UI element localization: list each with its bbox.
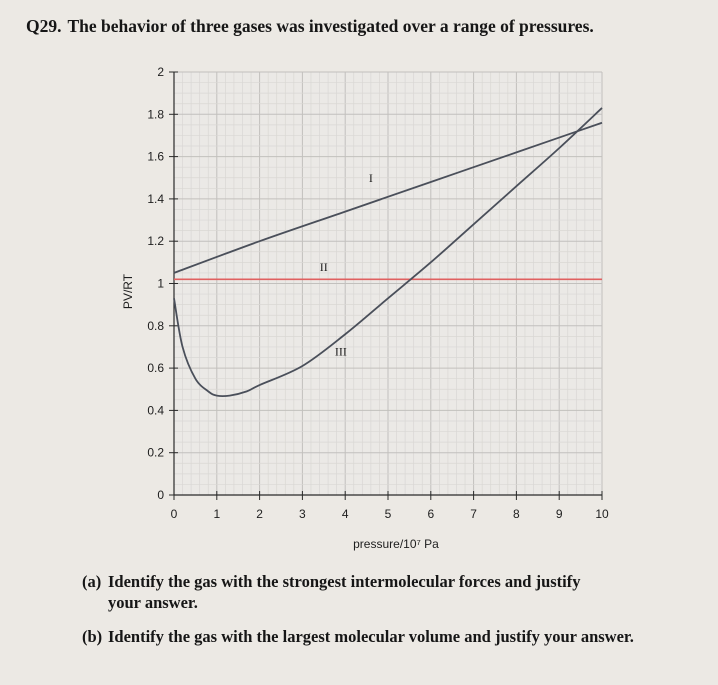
- x-tick-label: 6: [427, 507, 435, 521]
- y-tick-label: 0.2: [147, 445, 164, 460]
- y-tick-label: 1.2: [147, 234, 164, 249]
- x-tick-label: 4: [341, 507, 349, 521]
- y-tick-label: 1.4: [147, 191, 164, 206]
- y-tick-label: 0: [157, 488, 164, 502]
- question-number: Q29.: [26, 16, 62, 36]
- pv-rt-chart: [0, 40, 718, 570]
- y-tick-label: 0.6: [147, 361, 164, 376]
- part-a-line1: Identify the gas with the strongest intermolecular forces and justify: [108, 572, 581, 591]
- grid: [174, 72, 602, 495]
- x-tick-label: 2: [256, 507, 263, 521]
- y-tick-label: 0.4: [147, 403, 164, 418]
- y-tick-label: 1: [157, 276, 164, 291]
- x-tick-label: 5: [384, 507, 392, 521]
- question-text: The behavior of three gases was investigated over a range of pressures.: [67, 16, 594, 36]
- y-tick-label: 0.8: [147, 318, 164, 333]
- part-b-line1: Identify the gas with the largest molecular volume and justify your answer.: [108, 627, 634, 647]
- part-b: [82, 627, 702, 648]
- y-tick-label: 2: [157, 65, 164, 79]
- question-title: [26, 16, 594, 37]
- y-axis-label: PV/RT: [121, 273, 135, 310]
- x-tick-label: 0: [170, 507, 178, 521]
- x-tick-label: 8: [513, 507, 520, 521]
- part-b-label: (b): [82, 627, 103, 647]
- x-tick-label: 3: [299, 507, 306, 521]
- y-tick-label: 1.6: [147, 149, 164, 164]
- x-tick-label: 1: [213, 507, 221, 521]
- question-parts: [82, 572, 702, 654]
- part-a-line2: your answer.: [108, 592, 198, 612]
- part-a: [82, 572, 702, 613]
- curve-label-ii: II: [319, 259, 328, 274]
- curve-label-i: I: [368, 170, 373, 185]
- curve-label-iii: III: [334, 344, 347, 359]
- x-tick-label: 10: [595, 507, 609, 521]
- y-tick-label: 1.8: [147, 107, 164, 122]
- x-tick-label: 7: [470, 507, 477, 521]
- x-tick-label: 9: [555, 507, 563, 521]
- part-a-label: (a): [82, 572, 102, 591]
- x-axis-label: pressure/10⁷ Pa: [353, 537, 439, 551]
